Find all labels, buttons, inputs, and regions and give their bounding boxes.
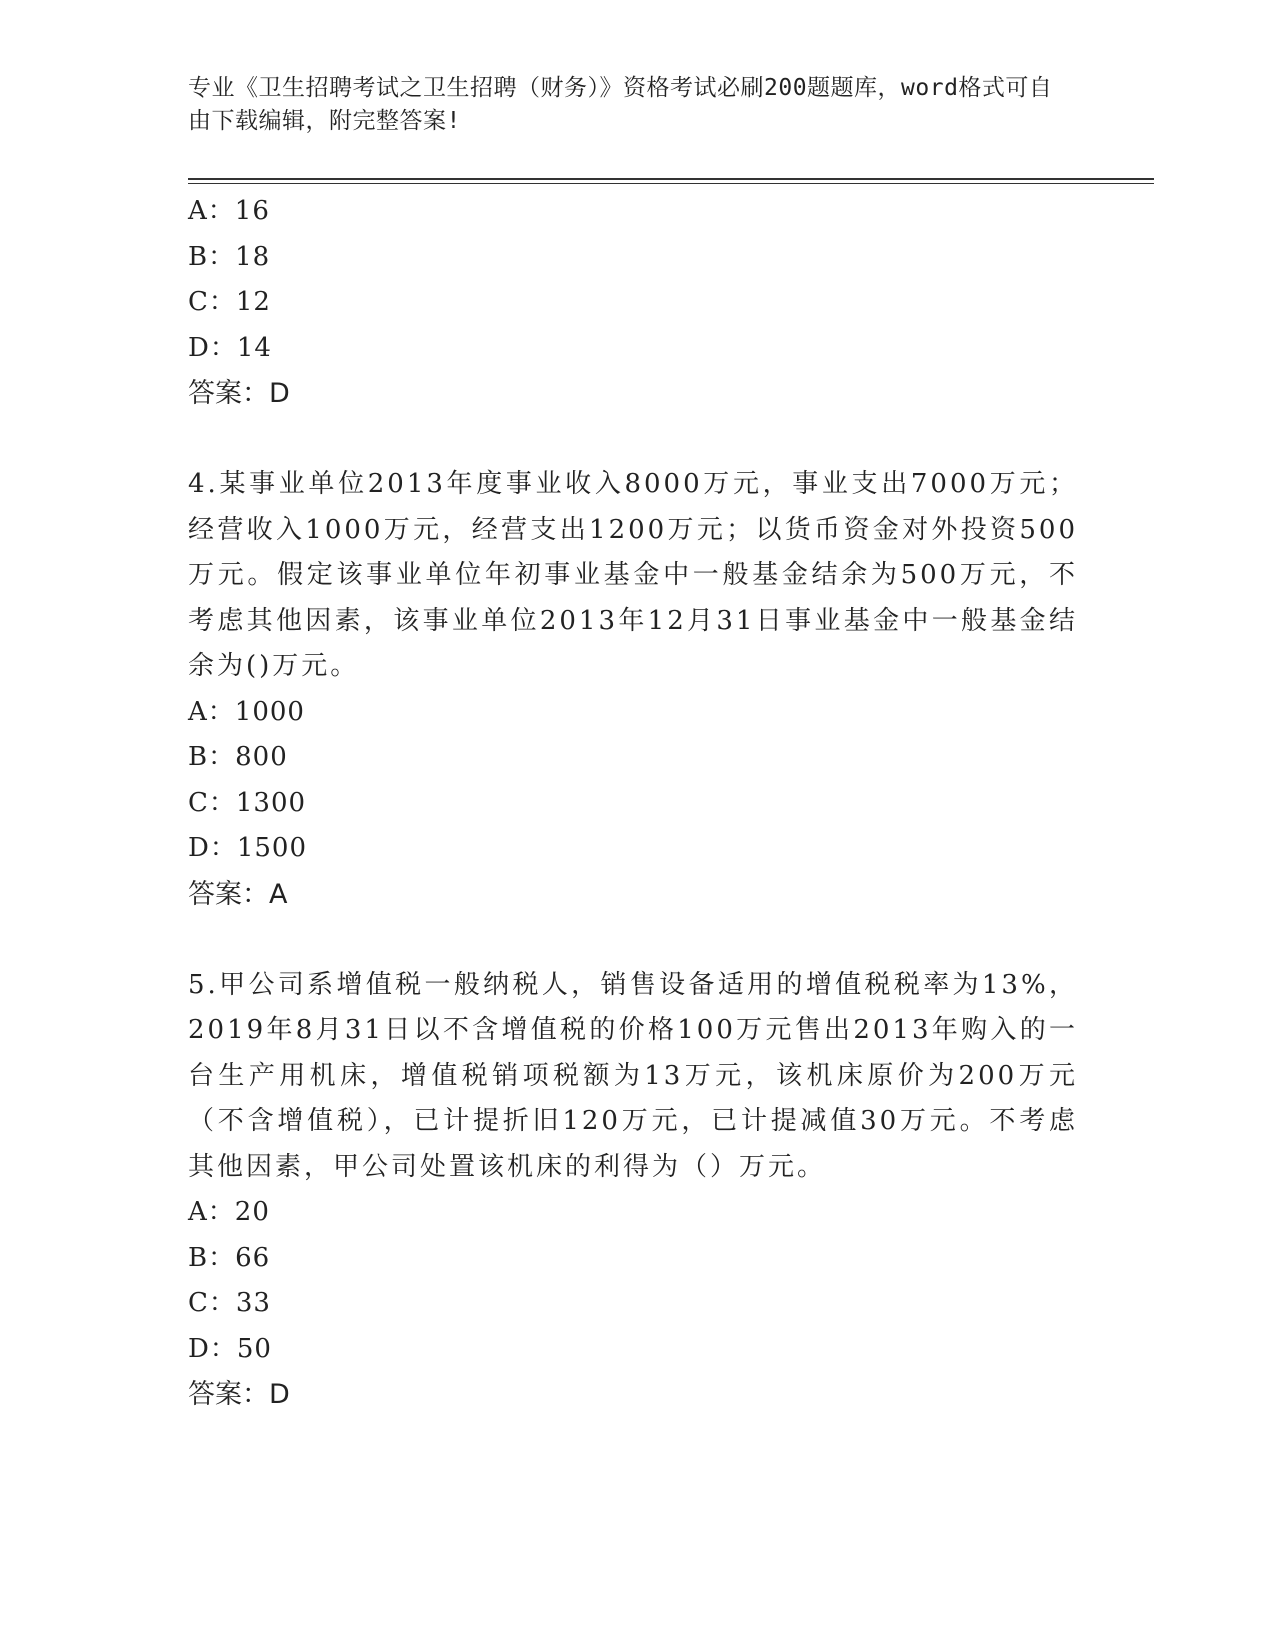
question-block-3	[188, 189, 1078, 417]
option-a: A：16	[188, 196, 270, 226]
question-text: 4.某事业单位2013年度事业收入8000万元，事业支出7000万元；经营收入1000万元，经营支出1200万元；以货币资金对外投资500万元。假定该事业单位年初事业基金中一般基金结余为500万元，不考虑其他因素，该事业单位2013年12月31日事业基金中一般基金结余为()万元。	[188, 469, 1078, 681]
question-list	[188, 189, 1078, 1418]
option-a: A：20	[188, 1197, 270, 1227]
question-text: 5.甲公司系增值税一般纳税人，销售设备适用的增值税税率为13%，2019年8月31日以不含增值税的价格100万元售出2013年购入的一台生产用机床，增值税销项税额为13万元，该机床原价为200万元（不含增值税），已计提折旧120万元，已计提减值30万元。不考虑其他因素，甲公司处置该机床的利得为（）万元。	[188, 969, 1078, 1182]
option-b: B：66	[188, 1242, 271, 1273]
option-b: B：18	[188, 241, 271, 272]
question-block-4	[188, 462, 1078, 917]
answer-line: 答案：A	[188, 878, 288, 910]
option-c: C：33	[188, 1288, 271, 1318]
option-b: B：800	[188, 742, 288, 772]
option-c: C：1300	[188, 787, 307, 818]
answer-line: 答案：D	[188, 1379, 290, 1410]
option-c: C：12	[188, 287, 271, 317]
option-d: D：14	[188, 332, 272, 363]
document-header: 专业《卫生招聘考试之卫生招聘（财务）》资格考试必刷200题题库，word格式可自由下载编辑，附完整答案!	[188, 75, 1053, 134]
option-a: A：1000	[188, 696, 305, 727]
header-divider-thick	[188, 178, 1154, 180]
question-block-5	[188, 963, 1078, 1418]
header-divider-thin	[188, 183, 1154, 184]
option-d: D：50	[188, 1333, 272, 1364]
answer-line: 答案：D	[188, 378, 290, 409]
option-d: D：1500	[188, 833, 308, 863]
